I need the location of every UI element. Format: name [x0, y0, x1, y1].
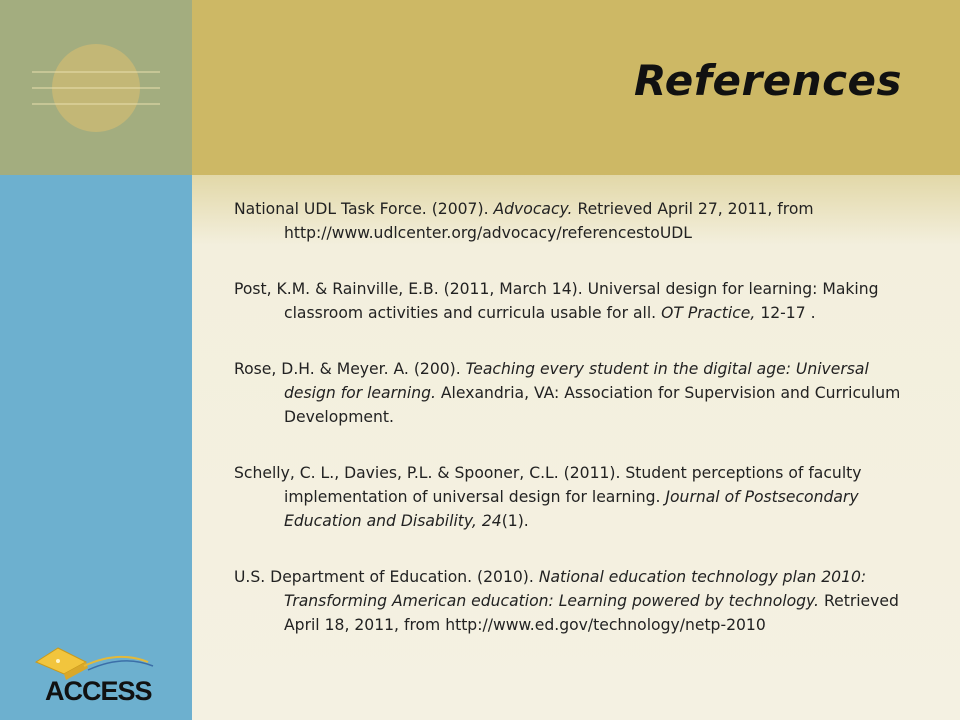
reference-item: U.S. Department of Education. (2010). National education technology plan 2010: Transforming American education: Learning powered by technology. Retrieved April 18, 2011, from http://www.ed.gov/technology/netp-2010 [234, 568, 899, 634]
reference-item: Post, K.M. & Rainville, E.B. (2011, March 14). Universal design for learning: Making classroom activities and curricula usable for all. OT Practice, 12-17 . [234, 280, 879, 322]
decorative-circle-icon [0, 0, 192, 175]
reference-item: Rose, D.H. & Meyer. A. (200). Teaching every student in the digital age: Universal design for learning. Alexandria, VA: Association for Supervision and Curriculum Development. [234, 360, 901, 426]
reference-item: National UDL Task Force. (2007). Advocacy. Retrieved April 27, 2011, from http://www.udlcenter.org/advocacy/referencestoUDL [234, 200, 814, 242]
reference-list [234, 197, 902, 669]
page-title: References [634, 56, 902, 105]
reference-item: Schelly, C. L., Davies, P.L. & Spooner, C.L. (2011). Student perceptions of faculty implementation of universal design for learning. Journal of Postsecondary Education and Disability, 24(1). [234, 464, 862, 530]
logo-text: ACCESS [45, 676, 152, 706]
blue-sidebar [0, 175, 192, 720]
